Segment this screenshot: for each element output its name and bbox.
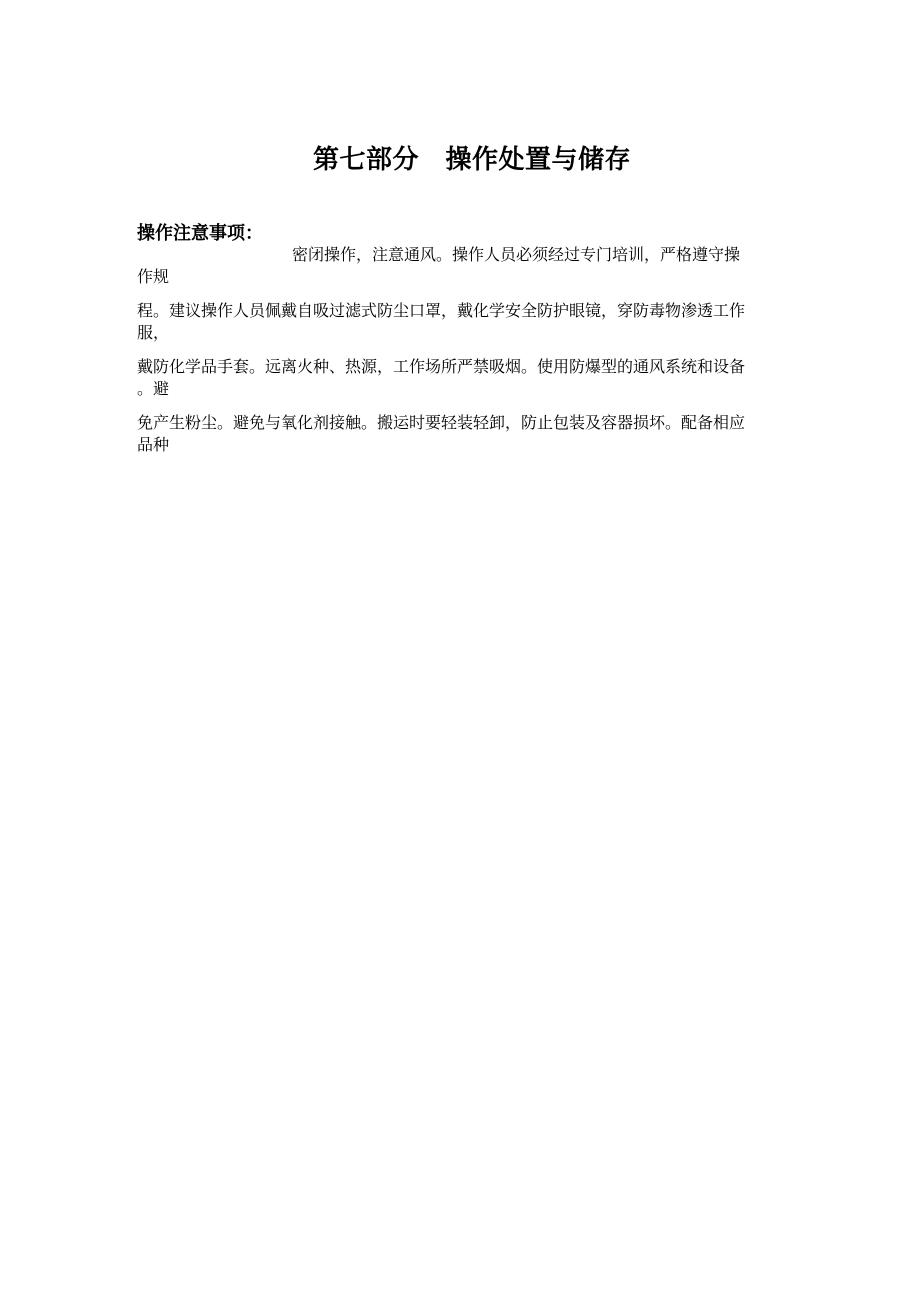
paragraph-line: 免产生粉尘。避免与氧化剂接触。搬运时要轻装轻卸，防止包装及容器损坏。配备相应	[137, 415, 746, 432]
paragraph	[137, 357, 797, 401]
paragraph	[137, 301, 797, 345]
paragraph-line: 。避	[137, 381, 170, 398]
section-label: 操作注意事项：	[137, 223, 263, 243]
paragraph-line: 服，	[137, 325, 170, 342]
paragraph-line: 程。建议操作人员佩戴自吸过滤式防尘口罩，戴化学安全防护眼镜，穿防毒物渗透工作	[137, 303, 746, 320]
page-title: 第七部分 操作处置与储存	[312, 144, 631, 174]
paragraph	[137, 413, 797, 457]
section-handling-storage	[137, 222, 797, 469]
paragraph-line: 密闭操作，注意通风。操作人员必须经过专门培训，严格遵守操	[292, 247, 741, 264]
paragraph-line: 作规	[137, 269, 170, 286]
paragraph	[137, 245, 797, 289]
paragraph-line: 戴防化学品手套。远离火种、热源，工作场所严禁吸烟。使用防爆型的通风系统和设备	[137, 359, 746, 376]
paragraph-line: 品种	[137, 437, 170, 454]
